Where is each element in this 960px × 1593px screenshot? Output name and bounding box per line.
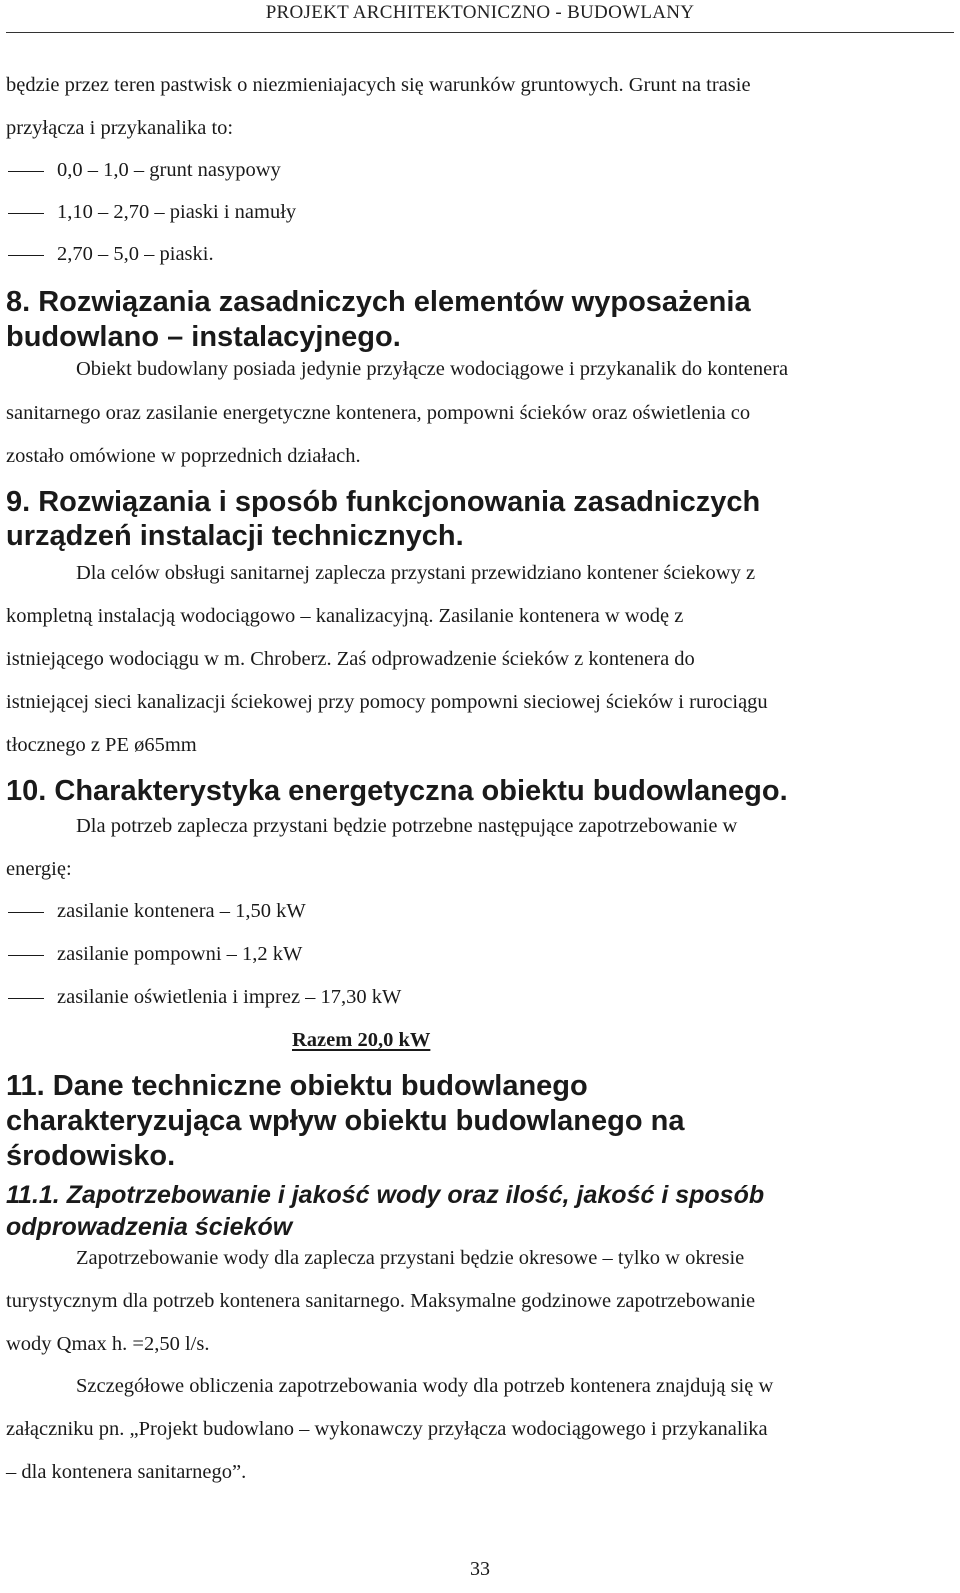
list-item: 2,70 – 5,0 – piaski. — [57, 243, 214, 265]
list-item: zasilanie pompowni – 1,2 kW — [57, 943, 303, 965]
paragraph-line: kompletną instalacją wodociągowo – kanalizacyjną. Zasilanie kontenera w wodę z — [6, 605, 684, 627]
list-bullet-dash — [8, 912, 44, 913]
section-heading: 8. Rozwiązania zasadniczych elementów wyposażenia — [6, 286, 751, 318]
section-heading: urządzeń instalacji technicznych. — [6, 520, 464, 552]
section-heading: 11. Dane techniczne obiektu budowlanego — [6, 1070, 588, 1102]
section-heading: charakteryzująca wpływ obiektu budowlanego na — [6, 1105, 685, 1137]
paragraph-line: będzie przez teren pastwisk o niezmieniajacych się warunków gruntowych. Grunt na trasie — [6, 74, 751, 96]
header-rule — [6, 32, 954, 33]
paragraph-line: sanitarnego oraz zasilanie energetyczne kontenera, pompowni ścieków oraz oświetlenia co — [6, 402, 751, 424]
paragraph-line: Dla potrzeb zaplecza przystani będzie potrzebne następujące zapotrzebowanie w — [76, 815, 738, 837]
paragraph-line: – dla kontenera sanitarnego”. — [6, 1461, 247, 1483]
section-heading: 10. Charakterystyka energetyczna obiektu budowlanego. — [6, 775, 788, 807]
list-bullet-dash — [8, 171, 44, 172]
subsection-heading: 11.1. Zapotrzebowanie i jakość wody oraz ilość, jakość i sposób — [6, 1181, 765, 1209]
paragraph-line: Obiekt budowlany posiada jedynie przyłącze wodociągowe i przykanalik do kontenera — [76, 358, 789, 380]
energy-total: Razem 20,0 kW — [292, 1029, 431, 1051]
paragraph-line: przyłącza i przykanalika to: — [6, 117, 234, 139]
paragraph-line: energię: — [6, 858, 72, 880]
paragraph-line: tłocznego z PE ø65mm — [6, 734, 197, 756]
list-item: 1,10 – 2,70 – piaski i namuły — [57, 201, 297, 223]
paragraph-line: wody Qmax h. =2,50 l/s. — [6, 1333, 210, 1355]
list-bullet-dash — [8, 998, 44, 999]
list-bullet-dash — [8, 213, 44, 214]
section-heading: 9. Rozwiązania i sposób funkcjonowania zasadniczych — [6, 486, 761, 518]
section-heading: budowlano – instalacyjnego. — [6, 321, 401, 353]
list-bullet-dash — [8, 955, 44, 956]
paragraph-line: istniejącej sieci kanalizacji ściekowej przy pomocy pompowni sieciowej ścieków i rurociągu — [6, 691, 768, 713]
subsection-heading: odprowadzenia ścieków — [6, 1213, 293, 1241]
list-item: zasilanie oświetlenia i imprez – 17,30 kW — [57, 986, 402, 1008]
paragraph-line: załączniku pn. „Projekt budowlano – wykonawczy przyłącza wodociągowego i przykanalika — [6, 1418, 768, 1440]
list-item: 0,0 – 1,0 – grunt nasypowy — [57, 159, 281, 181]
paragraph-line: Szczegółowe obliczenia zapotrzebowania wody dla potrzeb kontenera znajdują się w — [76, 1375, 774, 1397]
list-bullet-dash — [8, 255, 44, 256]
paragraph-line: Zapotrzebowanie wody dla zaplecza przystani będzie okresowe – tylko w okresie — [76, 1247, 745, 1269]
paragraph-line: zostało omówione w poprzednich działach. — [6, 445, 361, 467]
page-header: PROJEKT ARCHITEKTONICZNO - BUDOWLANY — [265, 2, 695, 23]
section-heading: środowisko. — [6, 1140, 176, 1172]
list-item: zasilanie kontenera – 1,50 kW — [57, 900, 306, 922]
paragraph-line: turystycznym dla potrzeb kontenera sanitarnego. Maksymalne godzinowe zapotrzebowanie — [6, 1290, 756, 1312]
paragraph-line: istniejącego wodociągu w m. Chroberz. Zaś odprowadzenie ścieków z kontenera do — [6, 648, 695, 670]
page-number: 33 — [470, 1558, 490, 1580]
paragraph-line: Dla celów obsługi sanitarnej zaplecza przystani przewidziano kontener ściekowy z — [76, 562, 756, 584]
